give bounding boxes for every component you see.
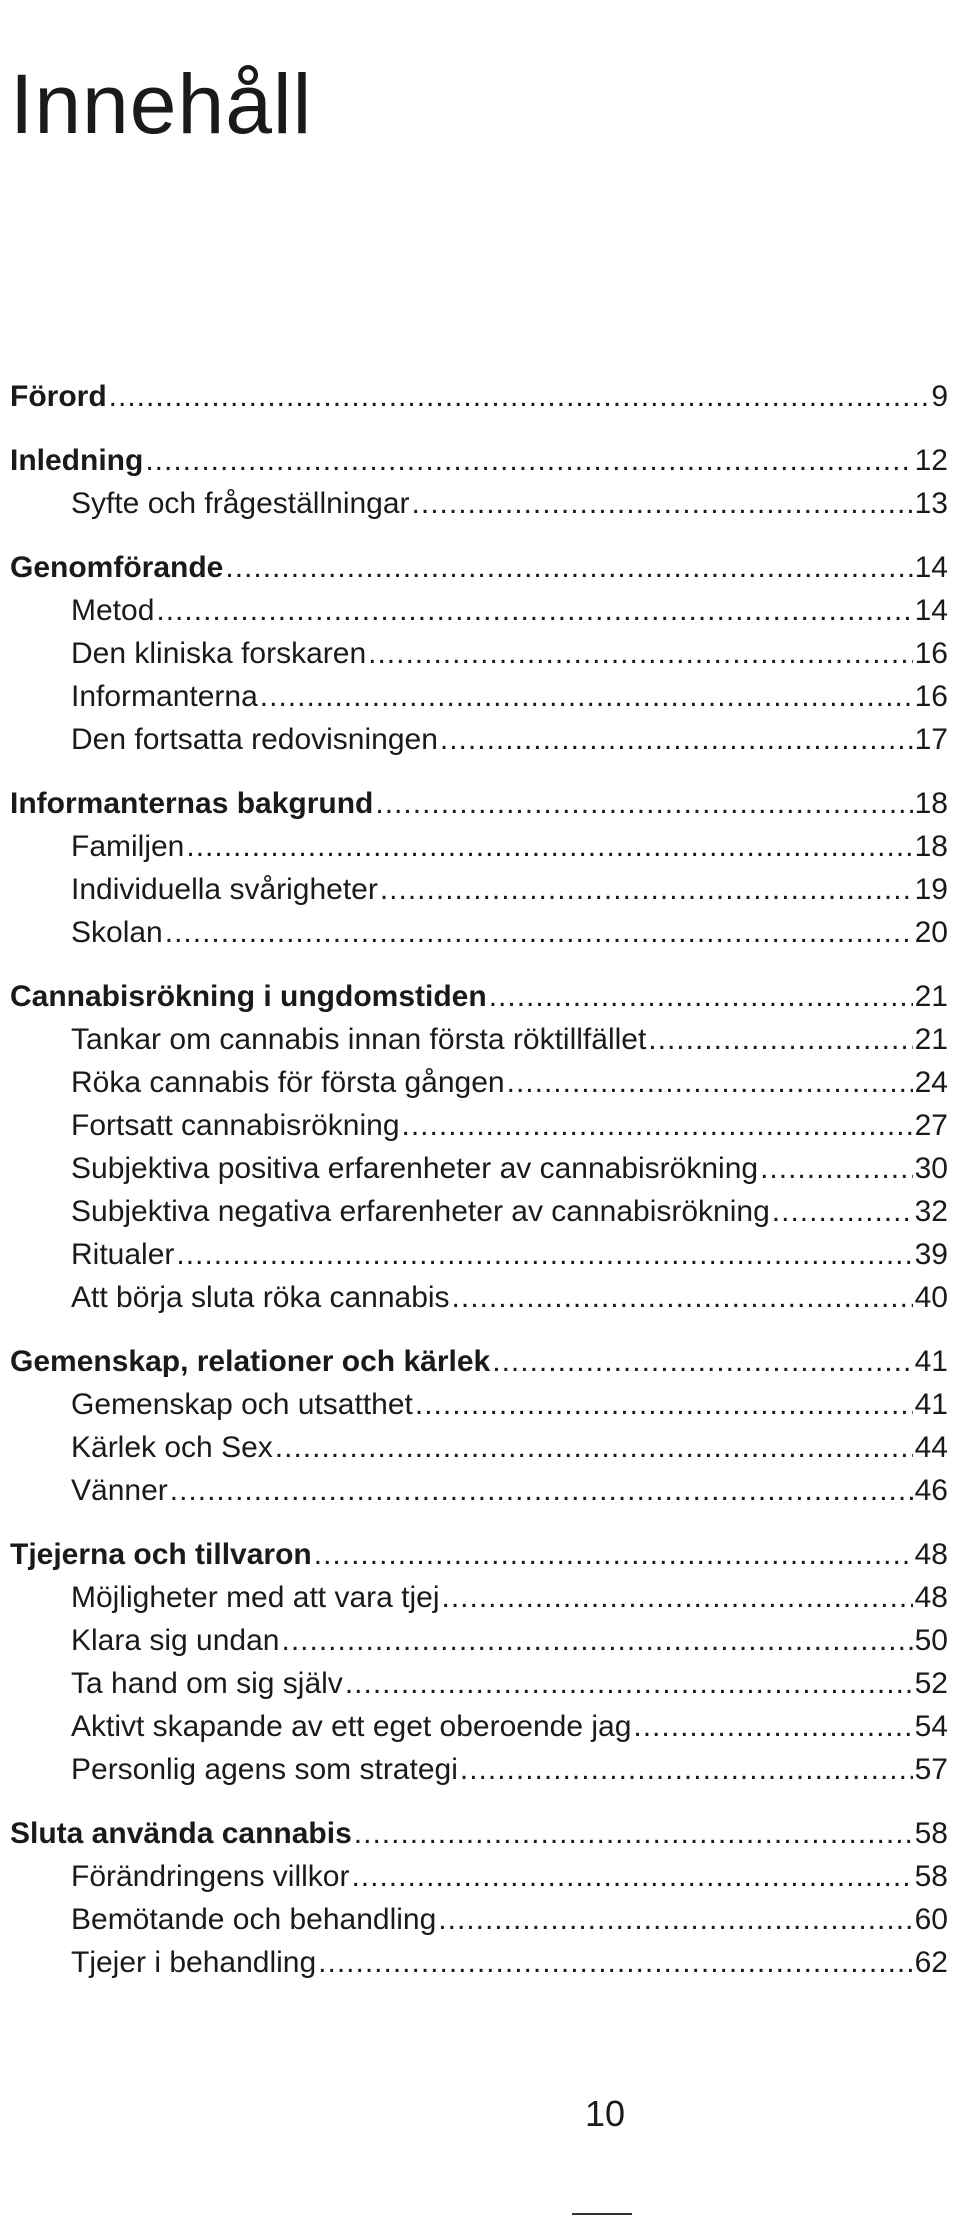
toc-chapter-entry[interactable] <box>10 546 948 589</box>
toc-entry-page: 54 <box>914 1710 948 1743</box>
toc-entry-title: Informanternas bakgrund <box>10 787 374 820</box>
toc-chapter-entry[interactable] <box>10 1812 948 1855</box>
toc-chapter-entry[interactable] <box>10 1340 948 1383</box>
toc-subsection-entry[interactable] <box>10 589 948 632</box>
toc-subsection-entry[interactable] <box>10 1061 948 1104</box>
toc-subsection-entry[interactable] <box>10 1469 948 1512</box>
toc-entry-page: 21 <box>914 1023 948 1056</box>
page-number: 10 <box>584 2093 626 2134</box>
toc-entry-page: 20 <box>914 916 948 949</box>
toc-entry-page: 21 <box>914 980 948 1013</box>
toc-entry-page: 16 <box>914 637 948 670</box>
toc-entry-page: 19 <box>914 873 948 906</box>
toc-entry-title: Tankar om cannabis innan första röktillfället <box>71 1023 647 1056</box>
toc-dot-leader <box>460 1748 913 1791</box>
toc-dot-leader <box>368 632 913 675</box>
toc-chapter-entry[interactable] <box>10 1533 948 1576</box>
toc-chapter-entry[interactable] <box>10 975 948 1018</box>
toc-entry-title: Tjejerna och tillvaron <box>10 1538 312 1571</box>
toc-dot-leader <box>402 1104 913 1147</box>
toc-dot-leader <box>351 1855 912 1898</box>
toc-dot-leader <box>648 1018 912 1061</box>
toc-entry-title: Fortsatt cannabisrökning <box>71 1109 400 1142</box>
toc-dot-leader <box>415 1383 913 1426</box>
toc-entry-page: 58 <box>914 1860 948 1893</box>
toc-entry-page: 14 <box>914 594 948 627</box>
toc-entry-title: Vänner <box>71 1474 168 1507</box>
toc-entry-title: Ta hand om sig själv <box>71 1667 343 1700</box>
toc-entry-title: Gemenskap, relationer och kärlek <box>10 1345 491 1378</box>
page-title: Innehåll <box>10 57 313 152</box>
toc-entry-page: 46 <box>914 1474 948 1507</box>
toc-chapter-entry[interactable] <box>10 439 948 482</box>
toc-entry-page: 41 <box>914 1388 948 1421</box>
toc-dot-leader <box>260 675 913 718</box>
toc-entry-page: 48 <box>914 1538 948 1571</box>
toc-entry-page: 58 <box>914 1817 948 1850</box>
toc-subsection-entry[interactable] <box>10 825 948 868</box>
toc-subsection-entry[interactable] <box>10 1190 948 1233</box>
toc-entry-title: Bemötande och behandling <box>71 1903 437 1936</box>
toc-dot-leader <box>318 1941 912 1984</box>
toc-dot-leader <box>492 1340 912 1383</box>
toc-entry-page: 39 <box>914 1238 948 1271</box>
toc-subsection-entry[interactable] <box>10 675 948 718</box>
toc-section <box>10 375 948 418</box>
toc-section <box>10 1340 948 1512</box>
toc-subsection-entry[interactable] <box>10 1104 948 1147</box>
toc-entry-title: Gemenskap och utsatthet <box>71 1388 413 1421</box>
toc-entry-title: Ritualer <box>71 1238 175 1271</box>
toc-entry-title: Inledning <box>10 444 144 477</box>
toc-entry-title: Klara sig undan <box>71 1624 280 1657</box>
page-number-rule <box>572 2213 632 2215</box>
toc-entry-page: 52 <box>914 1667 948 1700</box>
toc-entry-page: 50 <box>914 1624 948 1657</box>
toc-subsection-entry[interactable] <box>10 911 948 954</box>
toc-entry-page: 12 <box>914 444 948 477</box>
toc-subsection-entry[interactable] <box>10 1705 948 1748</box>
toc-dot-leader <box>489 975 913 1018</box>
toc-subsection-entry[interactable] <box>10 1018 948 1061</box>
toc-dot-leader <box>186 825 912 868</box>
toc-dot-leader <box>380 868 913 911</box>
toc-entry-title: Familjen <box>71 830 185 863</box>
toc-subsection-entry[interactable] <box>10 1898 948 1941</box>
toc-entry-page: 18 <box>914 787 948 820</box>
toc-subsection-entry[interactable] <box>10 1619 948 1662</box>
toc-entry-page: 27 <box>914 1109 948 1142</box>
table-of-contents <box>10 375 948 2005</box>
toc-subsection-entry[interactable] <box>10 868 948 911</box>
toc-entry-title: Att börja sluta röka cannabis <box>71 1281 450 1314</box>
toc-entry-page: 9 <box>931 380 948 413</box>
toc-dot-leader <box>375 782 912 825</box>
toc-dot-leader <box>760 1147 913 1190</box>
toc-entry-title: Cannabisrökning i ungdomstiden <box>10 980 487 1013</box>
toc-chapter-entry[interactable] <box>10 375 948 418</box>
toc-entry-title: Aktivt skapande av ett eget oberoende jag <box>71 1710 632 1743</box>
toc-entry-title: Tjejer i behandling <box>71 1946 317 1979</box>
toc-section <box>10 546 948 761</box>
toc-entry-page: 44 <box>914 1431 948 1464</box>
toc-entry-title: Förändringens villkor <box>71 1860 350 1893</box>
toc-entry-page: 24 <box>914 1066 948 1099</box>
toc-section <box>10 439 948 525</box>
toc-dot-leader <box>412 482 913 525</box>
toc-subsection-entry[interactable] <box>10 632 948 675</box>
toc-dot-leader <box>156 589 912 632</box>
toc-section <box>10 975 948 1319</box>
toc-entry-title: Syfte och frågeställningar <box>71 487 410 520</box>
toc-entry-page: 13 <box>914 487 948 520</box>
toc-dot-leader <box>145 439 912 482</box>
toc-subsection-entry[interactable] <box>10 1662 948 1705</box>
toc-subsection-entry[interactable] <box>10 1383 948 1426</box>
toc-entry-title: Den kliniska forskaren <box>71 637 367 670</box>
toc-entry-page: 62 <box>914 1946 948 1979</box>
toc-dot-leader <box>345 1662 913 1705</box>
toc-subsection-entry[interactable] <box>10 1855 948 1898</box>
toc-entry-title: Individuella svårigheter <box>71 873 378 906</box>
toc-dot-leader <box>165 911 913 954</box>
toc-dot-leader <box>354 1812 913 1855</box>
toc-subsection-entry[interactable] <box>10 1233 948 1276</box>
toc-dot-leader <box>275 1426 913 1469</box>
toc-dot-leader <box>109 375 930 418</box>
toc-entry-title: Metod <box>71 594 155 627</box>
toc-dot-leader <box>507 1061 913 1104</box>
toc-entry-title: Informanterna <box>71 680 258 713</box>
toc-entry-title: Skolan <box>71 916 163 949</box>
toc-entry-title: Möjligheter med att vara tjej <box>71 1581 440 1614</box>
toc-subsection-entry[interactable] <box>10 1147 948 1190</box>
toc-entry-page: 60 <box>914 1903 948 1936</box>
toc-entry-page: 16 <box>914 680 948 713</box>
toc-entry-page: 14 <box>914 551 948 584</box>
toc-subsection-entry[interactable] <box>10 1748 948 1791</box>
page-number-container <box>565 2092 645 2136</box>
toc-entry-title: Den fortsatta redovisningen <box>71 723 438 756</box>
toc-subsection-entry[interactable] <box>10 482 948 525</box>
toc-dot-leader <box>281 1619 912 1662</box>
toc-dot-leader <box>442 1576 913 1619</box>
toc-entry-title: Subjektiva positiva erfarenheter av cannabisrökning <box>71 1152 759 1185</box>
toc-subsection-entry[interactable] <box>10 1576 948 1619</box>
toc-subsection-entry[interactable] <box>10 718 948 761</box>
toc-subsection-entry[interactable] <box>10 1426 948 1469</box>
toc-entry-page: 32 <box>914 1195 948 1228</box>
toc-entry-title: Personlig agens som strategi <box>71 1753 458 1786</box>
toc-section <box>10 1533 948 1791</box>
toc-subsection-entry[interactable] <box>10 1941 948 1984</box>
toc-dot-leader <box>438 1898 912 1941</box>
toc-section <box>10 1812 948 1984</box>
toc-entry-page: 18 <box>914 830 948 863</box>
toc-dot-leader <box>440 718 913 761</box>
toc-dot-leader <box>772 1190 913 1233</box>
toc-entry-page: 30 <box>914 1152 948 1185</box>
toc-dot-leader <box>225 546 912 589</box>
toc-entry-title: Förord <box>10 380 107 413</box>
toc-entry-title: Genomförande <box>10 551 224 584</box>
toc-entry-page: 48 <box>914 1581 948 1614</box>
toc-entry-page: 40 <box>914 1281 948 1314</box>
toc-section <box>10 782 948 954</box>
toc-entry-title: Subjektiva negativa erfarenheter av cannabisrökning <box>71 1195 770 1228</box>
toc-entry-page: 17 <box>914 723 948 756</box>
toc-entry-title: Röka cannabis för första gången <box>71 1066 505 1099</box>
toc-entry-page: 41 <box>914 1345 948 1378</box>
toc-dot-leader <box>452 1276 913 1319</box>
toc-entry-title: Sluta använda cannabis <box>10 1817 352 1850</box>
toc-chapter-entry[interactable] <box>10 782 948 825</box>
toc-entry-title: Kärlek och Sex <box>71 1431 273 1464</box>
toc-subsection-entry[interactable] <box>10 1276 948 1319</box>
toc-dot-leader <box>314 1533 913 1576</box>
toc-dot-leader <box>170 1469 913 1512</box>
toc-dot-leader <box>633 1705 912 1748</box>
toc-dot-leader <box>176 1233 912 1276</box>
toc-entry-page: 57 <box>914 1753 948 1786</box>
